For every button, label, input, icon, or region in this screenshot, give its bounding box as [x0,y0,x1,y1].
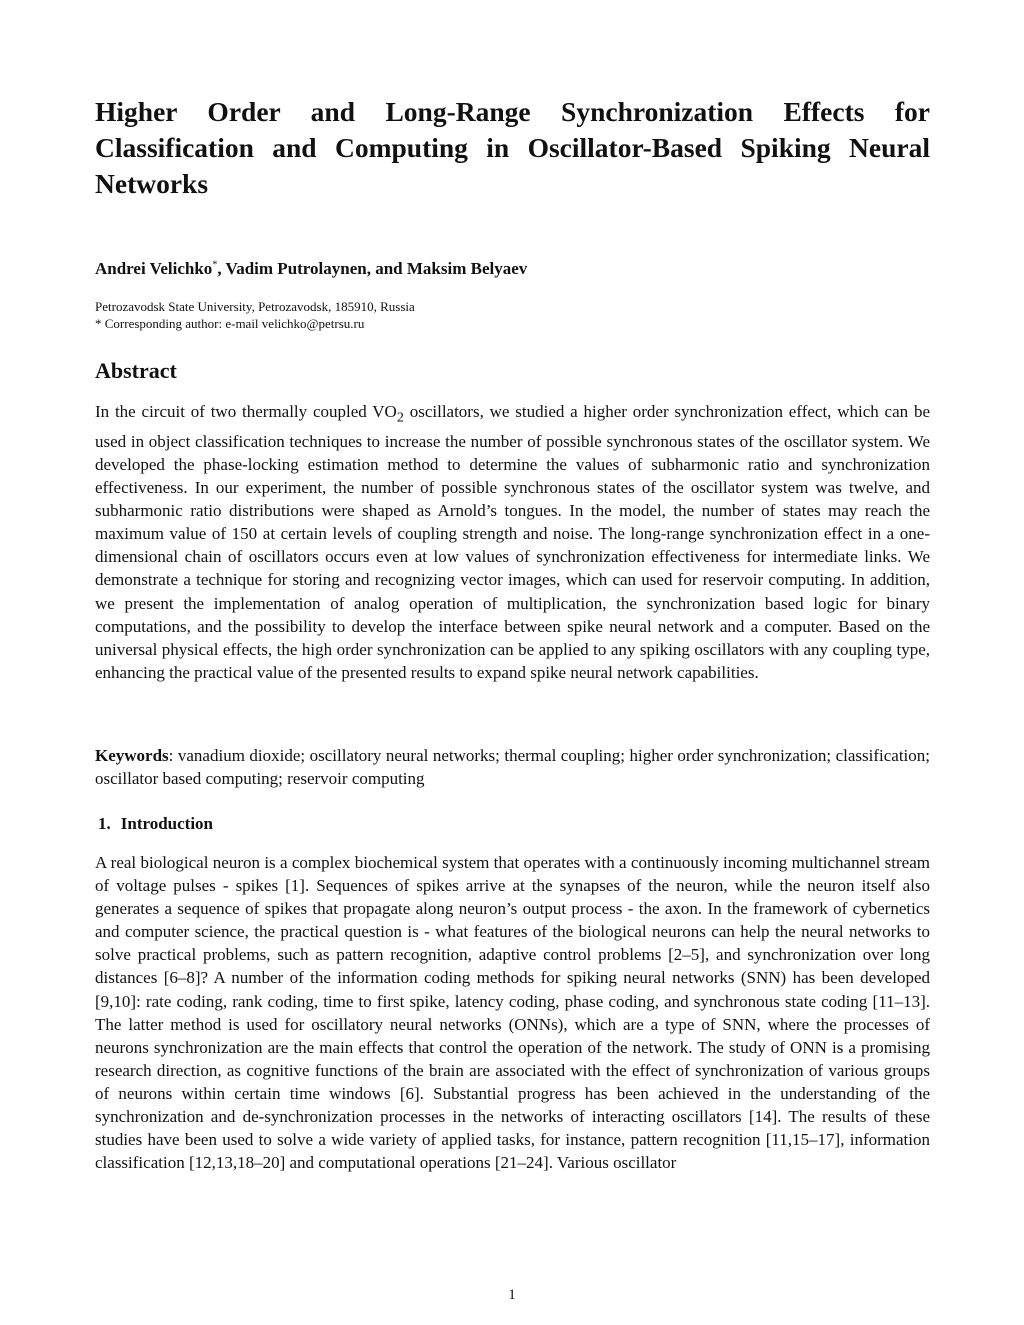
abstract-text [95,400,930,684]
page-number: 1 [508,1287,516,1303]
paper-page [95,94,930,1173]
affiliation: Petrozavodsk State University, Petrozavodsk, 185910, Russia [95,299,415,314]
corresponding-author-mark: * [212,259,218,271]
abstract-heading: Abstract [95,358,177,383]
introduction-heading [98,814,213,834]
abstract-text-rest: oscillators, we studied a higher order synchronization effect, which can be used in object classification techniques to increase the number of possible synchronous states of the oscillator system. We developed the phase-locking estimation method to determine the values of subharmonic ratio and synchronization effectiveness. In our experiment, the number of possible synchronous states of the oscillator system was twelve, and subharmonic ratio distributions were shaped as Arnold’s tongues. In the model, the number of states may reach the maximum value of 150 at certain levels of coupling strength and noise. The long-range synchronization effect in a one-dimensional chain of oscillators occurs even at low values of synchronization effectiveness for intermediate links. We demonstrate a technique for storing and recognizing vector images, which can used for reservoir computing. In addition, we present the implementation of analog operation of multiplication, the synchronization based logic for binary computations, and the possibility to develop the interface between spike neural network and a computer. Based on the universal physical effects, the high order synchronization can be applied to any spiking oscillators with any coupling type, enhancing the practical value of the presented results to expand spike neural network capabilities. [95,402,930,683]
affiliation-block [95,298,415,332]
other-authors: , Vadim Putrolaynen, and Maksim Belyaev [217,259,528,278]
section-title: Introduction [120,814,214,833]
keywords-paragraph [95,744,930,790]
chemical-subscript: 2 [396,409,404,426]
abstract-text-start: In the circuit of two thermally coupled VO [95,402,397,421]
introduction-text: A real biological neuron is a complex biochemical system that operates with a continuously incoming multichannel stream of voltage pulses - spikes [1]. Sequences of spikes arrive at the synapses of the neuron, while the neuron itself also generates a sequence of spikes that propagate along neuron’s output process - the axon. In the framework of cybernetics and computer science, the practical question is - what features of the biological neurons can help the neural networks to solve practical problems, such as pattern recognition, adaptive control problems [2–5], and synchronization over long distances [6–8]? A number of the information coding methods for spiking neural networks (SNN) has been developed [9,10]: rate coding, rank coding, time to first spike, latency coding, phase coding, and synchronous state coding [11–13]. The latter method is used for oscillatory neural networks (ONNs), which are a type of SNN, where the processes of neurons synchronization are the main effects that control the operation of the network. The study of ONN is a promising research direction, as cognitive functions of the brain are associated with the effect of synchronization of various groups of neurons within certain time windows [6]. Substantial progress has been achieved in the understanding of the synchronization and de-synchronization processes in the networks of interacting oscillators [14]. The results of these studies have been used to solve a wide variety of applied tasks, for instance, pattern recognition [11,15–17], information classification [12,13,18–20] and computational operations [21–24]. Various oscillator [95,853,930,1173]
correspondence-note: * Corresponding author: e-mail velichko@petrsu.ru [95,316,365,331]
section-number: 1. [98,814,111,833]
paper-title: Higher Order and Long-Range Synchronization Effects for Classification and Computing in Oscillator-Based Spiking Neural Networks [95,96,930,199]
first-author: Andrei Velichko [95,259,213,278]
keywords-label: Keywords [95,746,169,765]
keywords-text: : vanadium dioxide; oscillatory neural networks; thermal coupling; higher order synchronization; classification; oscillator based computing; reservoir computing [95,746,930,788]
author-list [95,259,527,279]
